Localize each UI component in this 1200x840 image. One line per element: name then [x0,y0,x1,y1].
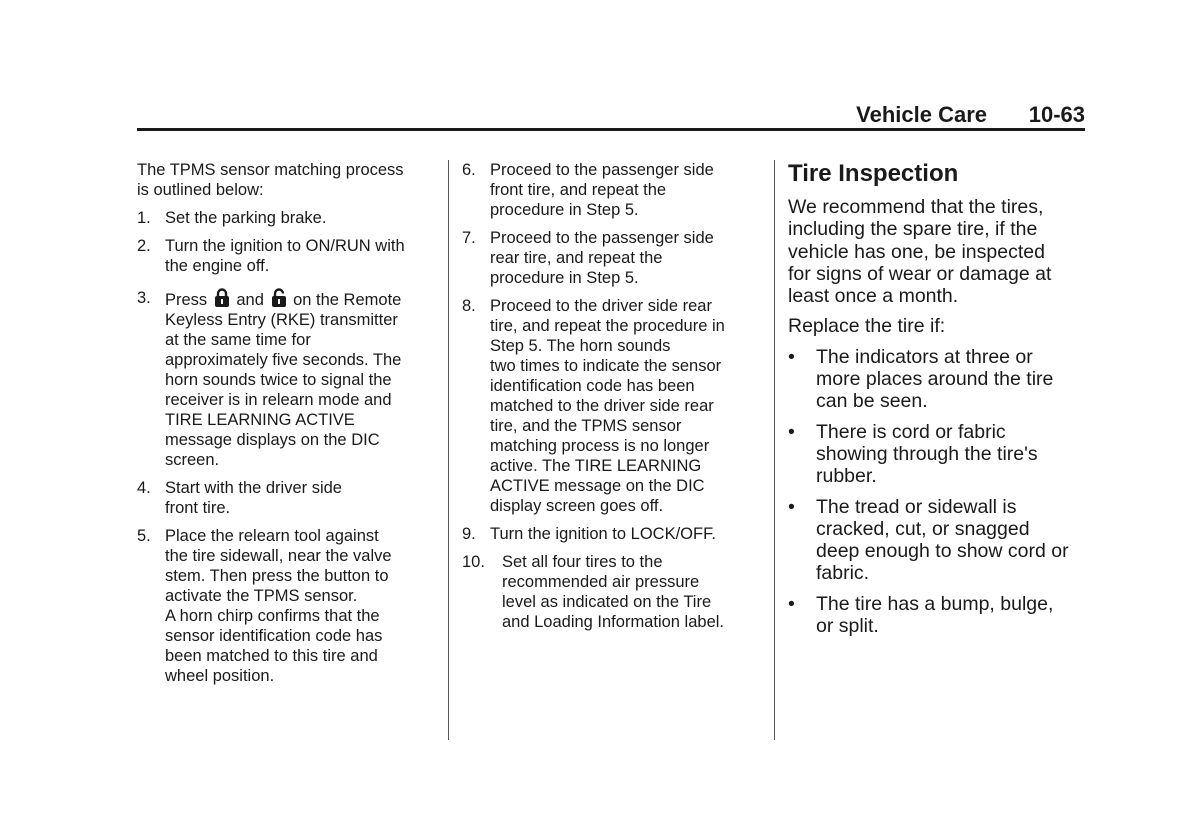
step-number: 9. [462,525,476,543]
column-2 [462,160,762,640]
text-line: activate the TPMS sensor. [165,587,358,605]
unlock-icon [271,288,287,308]
text-line: the tire sidewall, near the valve [165,547,392,565]
text-line: two times to indicate the sensor [490,357,722,375]
text-line: rear tire, and repeat the [490,249,663,267]
text-line: Proceed to the passenger side [490,229,714,247]
text-line: tire, and the TPMS sensor [490,417,682,435]
header-rule [137,128,1085,131]
text-line: front tire, and repeat the [490,181,667,199]
inspection-intro [788,196,1088,307]
text-line: Proceed to the driver side rear [490,297,712,315]
bullet-item [788,346,1088,413]
step-4 [137,478,437,518]
text-line: message displays on the DIC [165,431,380,449]
text-line: cracked, cut, or snagged [816,517,1030,540]
text-line: deep enough to show cord or [816,540,1069,563]
bullet-mark: • [788,495,795,518]
step-number: 1. [137,209,151,227]
text-line: A horn chirp confirms that the [165,607,380,625]
text-line: vehicle has one, be inspected [788,240,1045,263]
step-number: 3. [137,289,151,307]
step-number: 7. [462,229,476,247]
step-number: 2. [137,237,151,255]
bullet-item [788,593,1088,638]
text-line: procedure in Step 5. [490,201,639,219]
text-line: The indicators at three or [816,345,1033,368]
text-line: Set the parking brake. [165,209,327,227]
text-line: front tire. [165,499,231,517]
text-line: recommended air pressure [502,573,700,591]
text-line: display screen goes off. [490,497,664,515]
page-number: 10-63 [1028,102,1085,127]
lock-icon [214,288,230,308]
text-line: can be seen. [816,390,928,413]
replace-intro [788,315,1088,337]
text-line: horn sounds twice to signal the [165,371,392,389]
press-word: Press [165,291,208,309]
after-icons-text: on the Remote [293,291,402,309]
text-line: There is cord or fabric [816,420,1006,443]
text-line: is outlined below: [137,181,264,199]
section-heading: Tire Inspection [788,160,959,187]
text-line: tire, and repeat the procedure in [490,317,725,335]
text-line: and Loading Information label. [502,613,724,631]
bullet-mark: • [788,420,795,443]
text-line: Keyless Entry (RKE) transmitter [165,311,398,329]
and-word: and [236,291,264,309]
text-line: at the same time for [165,331,311,349]
column-divider-2 [774,160,775,740]
text-line: been matched to this tire and [165,647,378,665]
text-line: for signs of wear or damage at [788,262,1052,285]
text-line: Place the relearn tool against [165,527,379,545]
text-line: stem. Then press the button to [165,567,389,585]
text-line: Start with the driver side [165,479,342,497]
text-line: more places around the tire [816,368,1054,391]
bullet-mark: • [788,345,795,368]
text-line: matched to the driver side rear [490,397,714,415]
step-6 [462,160,762,220]
step-number: 5. [137,527,151,545]
column-3 [788,160,1088,645]
column-1 [137,160,437,694]
text-line: approximately five seconds. The [165,351,402,369]
step-3-first-line [165,288,437,310]
step-2 [137,236,437,276]
step-3 [137,288,437,470]
text-line: Set all four tires to the [502,553,663,571]
text-line: Turn the ignition to ON/RUN with [165,237,405,255]
text-line: receiver is in relearn mode and [165,391,392,409]
step-5 [137,526,437,686]
step-8 [462,296,762,516]
text-line: showing through the tire's [816,442,1038,465]
step-7 [462,228,762,288]
step-10 [462,552,762,632]
text-line: ACTIVE message on the DIC [490,477,705,495]
text-line: The TPMS sensor matching process [137,161,404,179]
step-number: 4. [137,479,151,497]
text-line: TIRE LEARNING ACTIVE [165,411,355,429]
text-line: Replace the tire if: [788,315,946,338]
text-line: identification code has been [490,377,695,395]
text-line: wheel position. [165,667,275,685]
text-line: The tread or sidewall is [816,495,1017,518]
text-line: The tire has a bump, bulge, [816,592,1054,615]
step-number: 6. [462,161,476,179]
step-number: 8. [462,297,476,315]
text-line: or split. [816,615,879,638]
text-line: Turn the ignition to LOCK/OFF. [490,525,716,543]
text-line: fabric. [816,562,870,585]
text-line: We recommend that the tires, [788,196,1044,218]
step-1 [137,208,437,228]
text-line: procedure in Step 5. [490,269,639,287]
text-line: including the spare tire, if the [788,218,1038,241]
bullet-item [788,496,1088,585]
text-line: the engine off. [165,257,270,275]
bullet-mark: • [788,592,795,615]
step-9 [462,524,762,544]
section-title-header: Vehicle Care [856,102,987,127]
step-number: 10. [462,553,485,571]
text-line: sensor identification code has [165,627,383,645]
text-line: screen. [165,451,220,469]
text-line: Step 5. The horn sounds [490,337,671,355]
intro-paragraph [137,160,437,200]
bullet-item [788,421,1088,488]
text-line: rubber. [816,465,877,488]
text-line: least once a month. [788,285,959,308]
page-header [137,100,1085,130]
text-line: level as indicated on the Tire [502,593,712,611]
text-line: Proceed to the passenger side [490,161,714,179]
text-line: active. The TIRE LEARNING [490,457,702,475]
text-line: matching process is no longer [490,437,710,455]
column-divider-1 [448,160,449,740]
